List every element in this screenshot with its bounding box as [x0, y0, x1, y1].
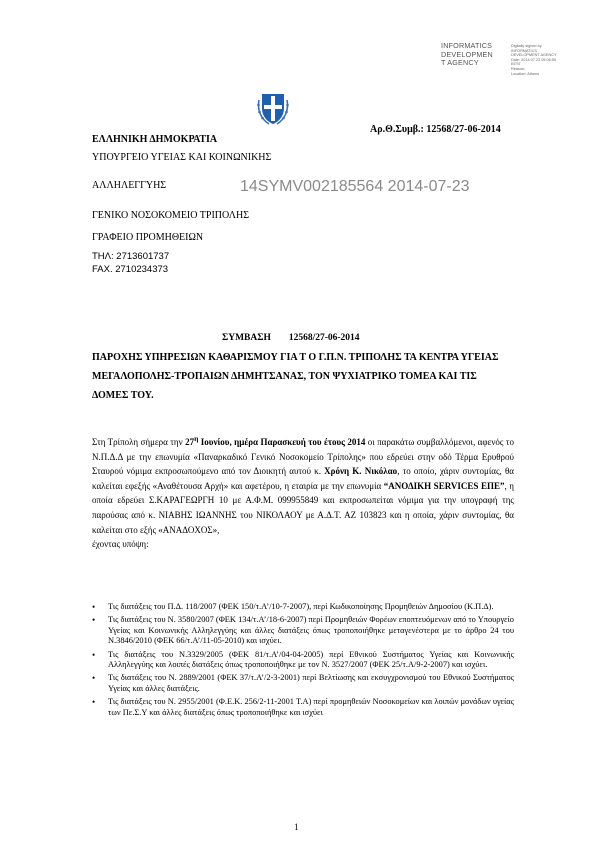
signature-org-line: DEVELOPMEN — [441, 49, 493, 59]
bullet-icon: • — [92, 649, 96, 660]
phone-number: ΤΗΛ: 2713601737 — [92, 251, 170, 262]
signature-detail-line: EEST — [511, 62, 521, 67]
intro-day: 27 — [185, 437, 195, 447]
office-name: ΓΡΑΦΕΙΟ ΠΡΟΜΗΘΕΙΩΝ — [92, 232, 204, 243]
list-item — [92, 650, 514, 671]
intro-text: , το οποίο, χάριν συντομίας, θα καλείται εφεξής «Αναθέτουσα Αρχή» και αφετέρου, η εταιρία με την επωνυμία — [92, 466, 514, 491]
bullet-icon: • — [92, 602, 96, 612]
ministry-line-1: ΥΠΟΥΡΓΕΙΟ ΥΓΕΙΑΣ ΚΑΙ ΚΟΙΝΩΝΙΚΗΣ — [92, 152, 272, 163]
director-name: Χρόνη Κ. Νικόλαο — [324, 466, 398, 477]
considerations-list — [92, 602, 514, 721]
signature-details — [511, 44, 591, 76]
signature-detail-line: INFORMATICS — [511, 48, 537, 53]
signature-detail-line: Date: 2014.07.23 09:06:59 — [511, 57, 556, 62]
signature-detail-line: Location: Athens — [511, 71, 540, 76]
ada-identifier: 14SYMV002185564 2014-07-23 — [240, 178, 470, 195]
considering-label: έχοντας υπόψη: — [92, 539, 149, 550]
page-number: 1 — [294, 822, 299, 832]
list-item — [92, 602, 514, 612]
contract-title — [222, 333, 360, 343]
fax-number: FAX. 2710234373 — [92, 264, 169, 275]
contract-title-label: ΣΥΜΒΑΣΗ — [222, 333, 271, 343]
intro-day-suffix: η — [194, 434, 199, 443]
list-item-text: Τις διατάξεις του Ν. 2889/2001 (ΦΕΚ 37/τ.Α’/2-3-2001) περί Βελτίωσης και εκσυγχρονισμού του Εθνικού Συστήματος Υγείας και άλλες διατάξεις. — [108, 673, 514, 693]
republic-heading: ΕΛΛΗΝΙΚΗ ΔΗΜΟΚΡΑΤΙΑ — [92, 134, 218, 145]
signature-detail-line: Reason: — [511, 66, 526, 71]
bullet-icon: • — [92, 673, 96, 684]
signature-detail-line: Digitally signed by — [511, 44, 542, 48]
bullet-icon: • — [92, 697, 96, 708]
list-item-text: Τις διατάξεις του Ν.3329/2005 (ΦΕΚ 81/τ.Α’/04-04-2005) περί Εθνικού Συστήματος Υγείας και Κοινωνικής Αλληλεγγύης και λοιπές διατάξεις όπως τροποποιήθηκε με τον Ν. 3527/2007 (ΦΕΚ 25/τ.Α/9-2-2007) και ισχύει. — [108, 649, 514, 670]
protocol-number: Αρ.Θ.Συμβ.: 12568/27-06-2014 — [370, 124, 501, 135]
signature-detail-line: DEVELOPMENT AGENCY — [511, 53, 557, 58]
signature-org-line: T AGENCY — [441, 58, 479, 68]
list-item — [92, 615, 514, 646]
contractor-company: “ΑΝΟΔΙΚΗ SERVICES ΕΠΕ” — [383, 480, 505, 491]
intro-text: Στη Τρίπολη σήμερα την — [92, 437, 186, 447]
signature-org — [441, 42, 511, 68]
hospital-name: ΓΕΝΙΚΟ ΝΟΣΟΚΟΜΕΙΟ ΤΡΙΠΟΛΗΣ — [92, 210, 250, 221]
contract-title-number: 12568/27-06-2014 — [288, 333, 360, 343]
greek-emblem-icon — [253, 88, 293, 128]
list-item-text: Τις διατάξεις του Ν. 3580/2007 (ΦΕΚ 134/τ.Α’/18-6-2007) περί Προμηθειών Φορέων εποπτευόμενων από το Υπουργείο Υγείας και Κοινωνικής Αλληλεγγύης και άλλες διατάξεις όπως τροποποιήθηκε μεταγενέστερα με το άρθρο 24 του Ν.3846/2010 (ΦΕΚ 66/τ.Α’/11-05-2010) και ισχύει. — [108, 615, 514, 646]
list-item-text: Τις διατάξεις του Ν. 2955/2001 (Φ.Ε.Κ. 256/2-11-2001 Τ.Α) περί προμηθειών Νοσοκομείων και λοιπών μονάδων υγείας των Πε.Σ.Υ και άλλες διατάξεις όπως τροποποιήθηκε και ισχύει — [108, 697, 514, 717]
intro-text: , η οποία εδρεύει Σ.ΚΑΡΑΓΕΩΡΓΗ 10 με Α.Φ.Μ. 099955849 και εκπροσωπείται νόμιμα για την υπογραφή της παρούσας από κ. ΝΙΑΒΗΣ ΙΩΑΝΝΗΣ του ΝΙΚΟΛΑΟΥ με Α.Δ.Τ. ΑΖ 103823 και η οποία, χάριν συντομίας, θα καλείται στο εξής «ΑΝΑΔΟΧΟΣ», — [92, 480, 514, 535]
list-item — [92, 673, 514, 694]
signature-org-line: INFORMATICS — [441, 41, 493, 50]
bullet-icon: • — [92, 615, 96, 626]
digital-signature-stamp — [441, 42, 591, 82]
intro-date: Ιουνίου, ημέρα Παρασκευή του έτους 2014 — [198, 437, 366, 447]
intro-text: οι παρακάτω συμβαλλόμενοι, αφενός το Ν.Π.Δ.Δ με την επωνυμία «Παναρκαδικό Γενικό Νοσοκομείο Τρίπολης» που εδρεύει στην οδό Τέρμα Ερυθρού Σταυρού νόμιμα εκπροσωπούμενο από τον Διοικητή αυτού κ. — [92, 437, 515, 477]
contract-subject: ΠΑΡΟΧΗΣ ΥΠΗΡΕΣΙΩΝ ΚΑΘΑΡΙΣΜΟΥ ΓΙΑ Τ Ο Γ.Π.Ν. ΤΡΙΠΟΛΗΣ ΤΑ ΚΕΝΤΡΑ ΥΓΕΙΑΣ ΜΕΓΑΛΟΠΟΛΗΣ-ΤΡΟΠΑΙΩΝ ΔΗΜΗΤΣΑΝΑΣ, ΤΟΝ ΨΥΧΙΑΤΡΙΚΟ ΤΟΜΕΑ ΚΑΙ ΤΙΣ ΔΟΜΕΣ ΤΟΥ. — [92, 352, 499, 401]
list-item-text: Τις διατάξεις του Π.Δ. 118/2007 (ΦΕΚ 150/τ.Α’/10-7-2007), περί Κωδικοποίησης Προμηθειών Δημοσίου (Κ.Π.Δ). — [108, 602, 494, 611]
list-item — [92, 697, 514, 718]
intro-paragraph — [92, 432, 514, 552]
ministry-line-2: ΑΛΛΗΛΕΓΓΥΗΣ — [92, 180, 167, 191]
